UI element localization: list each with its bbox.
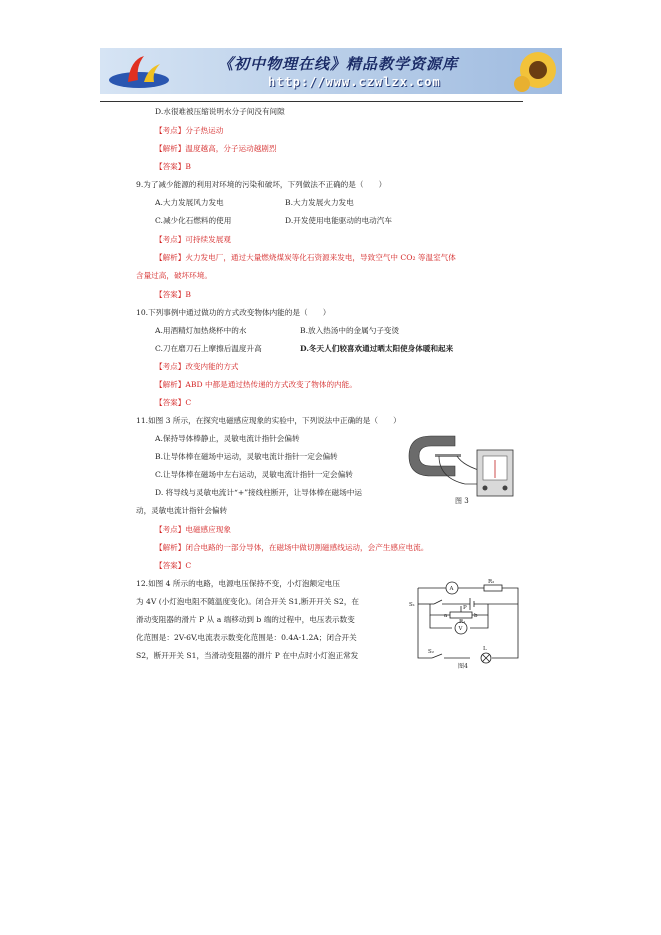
q9-option-c: C.减少化石燃料的使用 [155,216,232,225]
q9-answer: 【答案】B [155,290,191,299]
fig4-label-s1: S₁ [409,602,415,608]
fig4-label-ammeter: A [449,586,454,592]
q11-jiexi: 【解析】闭合电路的一部分导体，在磁场中做切割磁感线运动，会产生感应电流。 [155,543,429,552]
q11-stem: 11.如图 3 所示，在探究电磁感应现象的实验中，下列说法中正确的是（ ） [136,416,401,425]
fig4-label-p: P [463,605,467,611]
q9-option-d: D.开发使用电能驱动的电动汽车 [285,216,392,225]
fig4-label-r2: R₂ [488,579,495,585]
q9-jiexi-2: 含量过高，破坏环境。 [136,271,212,280]
header-rule [100,101,523,102]
header-url[interactable]: http://www.czwlzx.com [268,75,441,89]
header-banner [100,48,562,94]
q11-answer: 【答案】C [155,561,192,570]
q8-kaodian: 【考点】分子热运动 [155,126,224,135]
q11-option-c: C.让导体棒在磁场中左右运动，灵敏电流计指针一定会偏转 [155,470,353,479]
q8-option-d: D.水很难被压缩说明水分子间没有间隙 [155,107,285,116]
figure-4-circuit [408,576,524,670]
q11-option-b: B.让导体棒在磁场中运动，灵敏电流计指针一定会偏转 [155,452,338,461]
q8-jiexi: 【解析】温度越高，分子运动越剧烈 [155,144,277,153]
q10-answer: 【答案】C [155,398,192,407]
q12-line-5: S2，断开开关 S1，当滑动变阻器的滑片 P 在中点时小灯泡正常发 [136,651,359,660]
fig4-label-a: a [444,613,448,619]
fig4-label-r1: R₁ [459,619,466,625]
q10-stem: 10.下列事例中通过做功的方式改变物体内能的是（ ） [136,308,331,317]
q9-jiexi-1: 【解析】火力发电厂，通过大量燃烧煤炭等化石资源来发电，导致空气中 CO₂ 等温室气体 [155,253,456,262]
q10-option-b: B.放入热汤中的金属勺子变烫 [300,326,400,335]
q10-option-c: C.刀在磨刀石上摩擦后温度升高 [155,344,262,353]
q12-line-4: 化范围是：2V-6V,电流表示数变化范围是：0.4A-1.2A；闭合开关 [136,633,357,642]
q11-option-a: A.保持导体棒静止，灵敏电流计指针会偏转 [155,434,300,443]
q12-line-2: 为 4V (小灯泡电阻不随温度变化)。闭合开关 S1,断开开关 S2，在 [136,597,360,606]
fig4-label-voltmeter: V [458,626,463,632]
q10-jiexi: 【解析】ABD 中都是通过热传递的方式改变了物体的内能。 [155,380,357,389]
q8-answer: 【答案】B [155,162,191,171]
fig4-label-b: b [474,613,478,619]
figure-3-electromagnetic-induction [405,432,517,506]
q9-option-a: A.大力发展风力发电 [155,198,224,207]
q11-option-d-2: 动，灵敏电流计指针会偏转 [136,506,228,515]
q11-option-d-1: D. 将导线与灵敏电流计“+”接线柱断开，让导体棒在磁场中运 [155,488,363,497]
q9-stem: 9.为了减少能源的利用对环境的污染和破坏，下列做法不正确的是（ ） [136,180,387,189]
q9-option-b: B.大力发展火力发电 [285,198,354,207]
fig4-label-s2: S₂ [428,649,434,655]
q11-kaodian: 【考点】电磁感应现象 [155,525,231,534]
site-logo-icon [104,52,174,92]
q10-option-d: D.冬天人们较喜欢通过晒太阳使身体暖和起来 [300,344,454,353]
header-title: 《初中物理在线》精品教学资源库 [218,55,459,73]
q12-line-3: 滑动变阻器的滑片 P 从 a 端移动到 b 端的过程中，电压表示数变 [136,615,355,624]
q10-option-a: A.用酒精灯加热烧杯中的水 [155,326,247,335]
q10-kaodian: 【考点】改变内能的方式 [155,362,239,371]
q9-kaodian: 【考点】可持续发展观 [155,235,231,244]
q12-line-1: 12.如图 4 所示的电路，电源电压保持不变，小灯泡额定电压 [136,579,340,588]
sunflower-icon [514,50,558,92]
figure-4-caption: 图4 [458,663,468,670]
fig4-label-l: L [483,646,487,652]
figure-3-caption: 图 3 [455,497,469,505]
